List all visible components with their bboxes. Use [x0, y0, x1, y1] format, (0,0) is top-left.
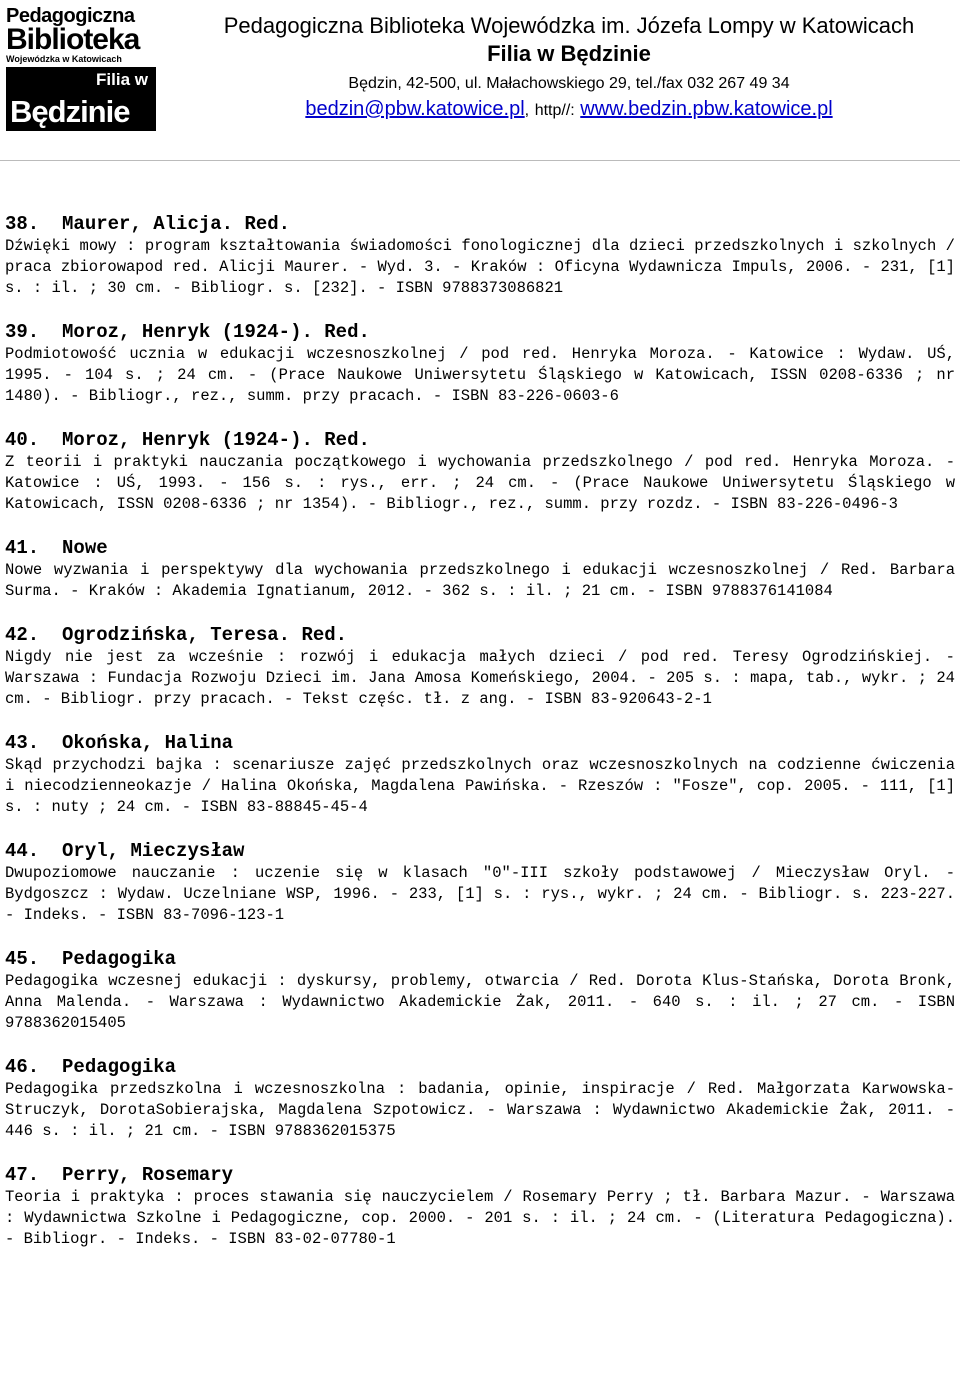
bibliography-list	[5, 212, 955, 1271]
bibliography-entry	[5, 1055, 955, 1142]
entry-number: 42.	[5, 624, 40, 646]
entry-number: 46.	[5, 1056, 40, 1078]
bibliography-entry	[5, 1163, 955, 1250]
bibliography-entry	[5, 731, 955, 818]
entry-heading	[5, 320, 955, 344]
entry-author: Pedagogika	[62, 948, 177, 970]
website-link[interactable]: www.bedzin.pbw.katowice.pl	[580, 98, 833, 120]
entry-number: 39.	[5, 321, 40, 343]
logo-line-1: Pedagogiczna	[6, 5, 135, 27]
email-link[interactable]: bedzin@pbw.katowice.pl	[305, 98, 525, 120]
entry-number: 47.	[5, 1164, 40, 1186]
entry-description: Z teorii i praktyki nauczania początkowego i wychowania przedszkolnego / pod red. Henryka Moroza. - Katowice : UŚ, 1993. - 156 s. : rys., err. ; 24 cm. - (Prace Naukowe Uniwersytetu Śląskiego w Katowicach, ISSN 0208-6336 ; nr 1354). - Bibliogr., rez., summ. przy rozdz. - ISBN 83-226-0496-3	[5, 453, 955, 513]
entry-number: 38.	[5, 213, 40, 235]
entry-description: Podmiotowość ucznia w edukacji wczesnoszkolnej / pod red. Henryka Moroza. - Katowice : Wydaw. UŚ, 1995. - 104 s. ; 24 cm. - (Prace Naukowe Uniwersytetu Śląskiego w Katowicach, ISSN 0208-6336 ; nr 1480). - Bibliogr., rez., summ. przy pracach. - ISBN 83-226-0603-6	[5, 345, 955, 405]
bibliography-entry	[5, 320, 955, 407]
entry-description: Teoria i praktyka : proces stawania się nauczycielem / Rosemary Perry ; tł. Barbara Mazur. - Warszawa : Wydawnictwa Szkolne i Pedagogiczne, cop. 2000. - 201 s. : il. ; 24 cm. - (Literatura Pedagogiczna). - Bibliogr. - Indeks. - ISBN 83-02-07780-1	[5, 1188, 955, 1248]
entry-number: 43.	[5, 732, 40, 754]
bibliography-entry	[5, 212, 955, 299]
logo-branch-box	[6, 67, 156, 131]
bibliography-entry	[5, 947, 955, 1034]
entry-heading	[5, 536, 955, 560]
entry-number: 44.	[5, 840, 40, 862]
entry-description: Nigdy nie jest za wcześnie : rozwój i edukacja małych dzieci / pod red. Teresy Ogrodzińskiej. - Warszawa : Fundacja Rozwoju Dzieci im. Jana Amosa Komeńskiego, 2004. - 205 s. : mapa, tab., wykr. ; 24 cm. - Bibliogr. przy pracach. - Tekst częśc. tł. z ang. - ISBN 83-920643-2-1	[5, 648, 955, 708]
bibliography-entry	[5, 536, 955, 602]
branch-name: Filia w Będzinie	[487, 41, 651, 66]
link-separator: ,	[524, 102, 530, 119]
header-divider	[0, 160, 960, 161]
library-address: Będzin, 42-500, ul. Małachowskiego 29, tel./fax 032 267 49 34	[348, 75, 790, 92]
entry-number: 45.	[5, 948, 40, 970]
entry-description: Nowe wyzwania i perspektywy dla wychowania przedszkolnego i edukacji wczesnoszkolnej / Red. Barbara Surma. - Kraków : Akademia Ignatianum, 2012. - 362 s. : il. ; 21 cm. - ISBN 9788376141084	[5, 561, 955, 600]
entry-heading	[5, 212, 955, 236]
entry-description: Dźwięki mowy : program kształtowania świadomości fonologicznej dla dzieci przedszkolnych i szkolnych / praca zbiorowapod red. Alicji Maurer. - Wyd. 3. - Kraków : Oficyna Wydawnicza Impuls, 2006. - 231, [1] s. : il. ; 30 cm. - Bibliogr. s. [232]. - ISBN 9788373086821	[5, 237, 955, 297]
entry-author: Okońska, Halina	[62, 732, 234, 754]
entry-heading	[5, 623, 955, 647]
library-logo	[6, 6, 156, 134]
entry-author: Nowe	[62, 537, 108, 559]
entry-author: Pedagogika	[62, 1056, 177, 1078]
bibliography-entry	[5, 839, 955, 926]
logo-line-2: Biblioteka	[6, 23, 140, 56]
entry-description: Pedagogika wczesnej edukacji : dyskursy, problemy, otwarcia / Red. Dorota Klus-Stańska, Dorota Bronk, Anna Malenda. - Warszawa : Wydawnictwo Akademickie Żak, 2011. - 640 s. : il. ; 27 cm. - ISBN 9788362015405	[5, 972, 955, 1032]
bibliography-entry	[5, 428, 955, 515]
entry-heading	[5, 428, 955, 452]
entry-heading	[5, 1055, 955, 1079]
entry-number: 40.	[5, 429, 40, 451]
entry-author: Ogrodzińska, Teresa. Red.	[62, 624, 348, 646]
bibliography-entry	[5, 623, 955, 710]
entry-number: 41.	[5, 537, 40, 559]
entry-author: Perry, Rosemary	[62, 1164, 234, 1186]
entry-heading	[5, 839, 955, 863]
entry-heading	[5, 1163, 955, 1187]
library-name: Pedagogiczna Biblioteka Wojewódzka im. Józefa Lompy w Katowicach	[223, 13, 915, 38]
entry-description: Pedagogika przedszkolna i wczesnoszkolna : badania, opinie, inspiracje / Red. Małgorzata Karwowska-Struczyk, DorotaSobierajska, Magdalena Szpotowicz. - Warszawa : Wydawnictwo Akademickie Żak, 2011. - 446 s. : il. ; 21 cm. - ISBN 9788362015375	[5, 1080, 955, 1140]
logo-filia-text: Filia w	[96, 70, 148, 89]
page-header	[180, 12, 958, 124]
http-label: http//:	[534, 102, 575, 119]
entry-description: Dwupoziomowe nauczanie : uczenie się w klasach "0"-III szkoły podstawowej / Mieczysław Oryl. - Bydgoszcz : Wydaw. Uczelniane WSP, 1996. - 233, [1] s. : rys., wykr. ; 24 cm. - Bibliogr. s. 223-227. - Indeks. - ISBN 83-7096-123-1	[5, 864, 955, 924]
entry-author: Moroz, Henryk (1924-). Red.	[62, 429, 370, 451]
logo-line-3: Wojewódzka w Katowicach	[6, 54, 122, 64]
entry-author: Moroz, Henryk (1924-). Red.	[62, 321, 370, 343]
logo-city-text: Będzinie	[10, 94, 130, 129]
contact-links	[180, 96, 958, 124]
entry-heading	[5, 947, 955, 971]
entry-heading	[5, 731, 955, 755]
entry-author: Maurer, Alicja. Red.	[62, 213, 291, 235]
entry-description: Skąd przychodzi bajka : scenariusze zajęć przedszkolnych oraz wczesnoszkolnych na codzienne ćwiczenia i niecodzienneokazje / Halina Okońska, Magdalena Pawińska. - Rzeszów : "Fosze", cop. 2005. - 111, [1] s. : nuty ; 24 cm. - ISBN 83-88845-45-4	[5, 756, 955, 816]
entry-author: Oryl, Mieczysław	[62, 840, 245, 862]
